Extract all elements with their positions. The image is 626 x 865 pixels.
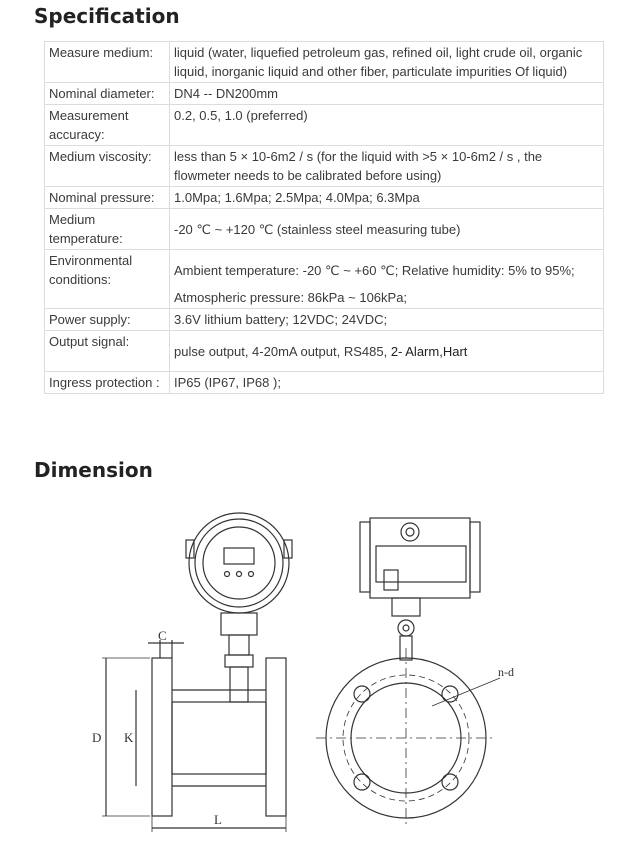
spec-value: 0.2, 0.5, 1.0 (preferred) [170, 105, 604, 146]
bolt-hole [442, 686, 458, 702]
left-flange [152, 658, 172, 816]
spec-value: IP65 (IP67, IP68 ); [170, 372, 604, 394]
front-neck-ring [398, 620, 414, 636]
table-row [45, 209, 604, 250]
spec-value-line: Ambient temperature: -20 ℃ ~ +60 ℃; Relative humidity: 5% to 95%; [174, 263, 575, 278]
gland-inner [406, 528, 414, 536]
spec-value-emph: 2- Alarm,Hart [390, 343, 468, 359]
spec-label: Ingress protection : [45, 372, 170, 394]
d-label: D [92, 730, 102, 745]
spec-label: Nominal pressure: [45, 187, 170, 209]
side-view [92, 513, 292, 832]
specification-heading: Specification [34, 4, 180, 28]
table-row [45, 105, 604, 146]
spec-label: Medium temperature: [45, 209, 170, 250]
spec-label: Measurement accuracy: [45, 105, 170, 146]
button-icon [225, 572, 230, 577]
c-label: C [158, 628, 167, 643]
neck-nut [225, 655, 253, 667]
table-row [45, 331, 604, 372]
neck-pipe [229, 635, 249, 655]
bolt-hole [354, 686, 370, 702]
spec-value: liquid (water, liquefied petroleum gas, refined oil, light crude oil, organic liquid, inorganic liquid and other fiber, particulate impurities Of liquid) [170, 42, 604, 83]
bolt-hole [354, 774, 370, 790]
converter-housing [189, 513, 289, 613]
spec-value-text: pulse output, 4-20mA output, RS485, [174, 343, 391, 359]
spec-label: Output signal: [45, 331, 170, 372]
k-label: K [124, 730, 134, 745]
table-row [45, 187, 604, 209]
left-fin [360, 522, 370, 592]
spec-value [170, 250, 604, 309]
l-label: L [214, 812, 222, 827]
spec-value: 1.0Mpa; 1.6Mpa; 2.5Mpa; 4.0Mpa; 6.3Mpa [170, 187, 604, 209]
nd-label: n-d [498, 665, 514, 679]
button-icon [237, 572, 242, 577]
table-row [45, 250, 604, 309]
front-panel [376, 546, 466, 582]
converter-ring [195, 519, 283, 607]
converter-box [370, 518, 470, 598]
dimension-heading: Dimension [34, 458, 153, 482]
front-neck-hole [403, 625, 409, 631]
gland-icon [401, 523, 419, 541]
spec-label: Medium viscosity: [45, 146, 170, 187]
spec-label: Measure medium: [45, 42, 170, 83]
table-row [45, 372, 604, 394]
converter-cover [203, 527, 275, 599]
table-row [45, 309, 604, 331]
spec-value [170, 331, 604, 372]
spec-label: Environmental conditions: [45, 250, 170, 309]
front-neck [392, 598, 420, 616]
specification-table [44, 41, 604, 394]
button-icon [249, 572, 254, 577]
sensor-stem [230, 667, 248, 702]
terminal-icon [384, 570, 398, 590]
spec-value: less than 5 × 10-6m2 / s (for the liquid with >5 × 10-6m2 / s , the flowmeter needs to be calibrated before using) [170, 146, 604, 187]
spec-label: Nominal diameter: [45, 83, 170, 105]
table-row [45, 83, 604, 105]
table-row [45, 146, 604, 187]
bolt-hole [442, 774, 458, 790]
right-flange [266, 658, 286, 816]
spec-value-line: Atmospheric pressure: 86kPa ~ 106kPa; [174, 290, 408, 305]
spec-value: 3.6V lithium battery; 12VDC; 24VDC; [170, 309, 604, 331]
display-window [224, 548, 254, 564]
front-view [316, 518, 514, 828]
dimension-drawing [80, 510, 550, 850]
spec-value: -20 ℃ ~ +120 ℃ (stainless steel measuring tube) [170, 209, 604, 250]
neck-block [221, 613, 257, 635]
body-pipe [172, 702, 266, 774]
spec-label: Power supply: [45, 309, 170, 331]
spec-value: DN4 -- DN200mm [170, 83, 604, 105]
table-row [45, 42, 604, 83]
right-fin [470, 522, 480, 592]
